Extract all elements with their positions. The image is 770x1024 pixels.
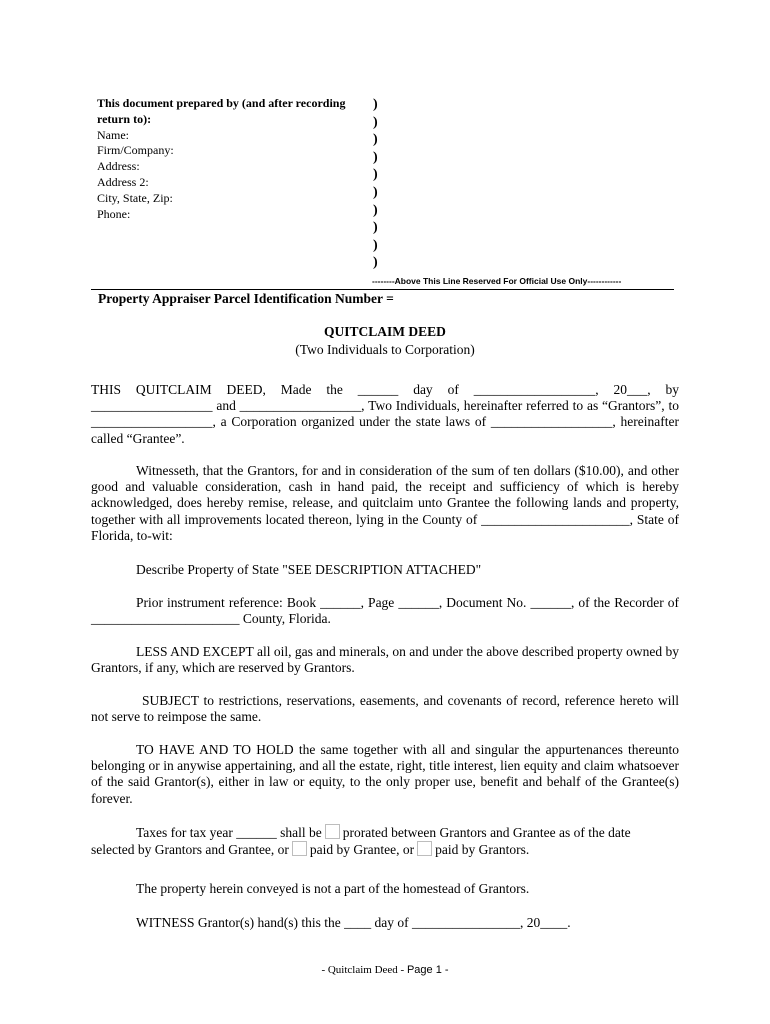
city-state-zip-label: City, State, Zip: xyxy=(97,190,173,205)
page-footer xyxy=(0,964,770,976)
prorated-checkbox[interactable] xyxy=(325,824,340,839)
deed-intro-paragraph: THIS QUITCLAIM DEED, Made the ______ day of __________________, 20___, by __________________ and __________________, Two Individuals, hereinafter referred to as “Grantors”, to __________________, a Corporation organized under the state laws of __________________, hereinafter called “Grantee”. xyxy=(91,382,679,446)
taxes-paragraph xyxy=(91,824,679,858)
paid-by-grantee-checkbox[interactable] xyxy=(292,841,307,856)
paren: ) xyxy=(373,167,378,183)
witnesseth-paragraph: Witnesseth, that the Grantors, for and in consideration of the sum of ten dollars ($10.00), and other good and valuable consideration, cash in hand paid, the receipt and sufficiency of which is hereby acknowledged, does hereby remise, release, and quitclaim unto Grantee the following lands and property, together with all improvements located thereon, lying in the County of ______________________, State of Florida, to-wit: xyxy=(91,463,679,543)
prepared-by-return: return to): xyxy=(97,111,152,126)
paid-by-grantors-checkbox[interactable] xyxy=(417,841,432,856)
document-title: QUITCLAIM DEED xyxy=(324,324,446,339)
homestead-statement: The property herein conveyed is not a part of the homestead of Grantors. xyxy=(136,881,530,896)
divider-rule xyxy=(91,289,674,290)
taxes-text-2: prorated between Grantors and Grantee as of the date xyxy=(342,825,631,840)
paren: ) xyxy=(373,255,378,271)
prepared-by-block xyxy=(97,96,372,222)
parenthesis-column xyxy=(373,96,378,272)
paren: ) xyxy=(373,132,378,148)
paren: ) xyxy=(373,220,378,236)
official-use-line: --------Above This Line Reserved For Official Use Only------------ xyxy=(372,276,622,286)
prior-instrument-paragraph: Prior instrument reference: Book ______, Page ______, Document No. ______, of the Recorder of ______________________ County, Florida. xyxy=(91,595,679,627)
address-label: Address: xyxy=(97,159,140,174)
document-subtitle: (Two Individuals to Corporation) xyxy=(295,342,475,357)
property-description: Describe Property of State "SEE DESCRIPTION ATTACHED" xyxy=(136,562,482,577)
paren: ) xyxy=(373,149,378,165)
footer-page-number: Page 1 - xyxy=(406,964,449,976)
paren: ) xyxy=(373,184,378,200)
paren: ) xyxy=(373,202,378,218)
footer-label: - Quitclaim Deed - xyxy=(321,964,407,976)
phone-label: Phone: xyxy=(97,206,131,221)
subject-to-paragraph: SUBJECT to restrictions, reservations, easements, and covenants of record, reference hereto will not serve to reimpose the same. xyxy=(91,693,679,725)
paren: ) xyxy=(373,114,378,130)
habendum-paragraph: TO HAVE AND TO HOLD the same together with all and singular the appurtenances thereunto belonging or in anywise appertaining, and all the estate, right, title interest, lien equity and claim whatsoever of the said Grantor(s), either in law or equity, to the only proper use, benefit and behalf of the Grantee(s) forever. xyxy=(91,742,679,806)
parcel-id-line: Property Appraiser Parcel Identification Number = xyxy=(98,291,394,306)
less-and-except-paragraph: LESS AND EXCEPT all oil, gas and minerals, on and under the above described property owned by Grantors, if any, which are reserved by Grantors. xyxy=(91,644,679,676)
name-label: Name: xyxy=(97,127,129,142)
taxes-text-5: paid by Grantors. xyxy=(435,842,530,858)
taxes-text-4: paid by Grantee, or xyxy=(309,842,415,858)
paren: ) xyxy=(373,237,378,253)
witness-line: WITNESS Grantor(s) hand(s) this the ____ day of ________________, 20____. xyxy=(136,915,571,930)
taxes-text-1: Taxes for tax year ______ shall be xyxy=(136,825,322,840)
paren: ) xyxy=(373,97,378,112)
firm-label: Firm/Company: xyxy=(97,143,174,158)
address2-label: Address 2: xyxy=(97,174,149,189)
taxes-text-3: selected by Grantors and Grantee, or xyxy=(91,842,289,858)
prepared-by-heading: This document prepared by (and after recording xyxy=(97,96,346,110)
